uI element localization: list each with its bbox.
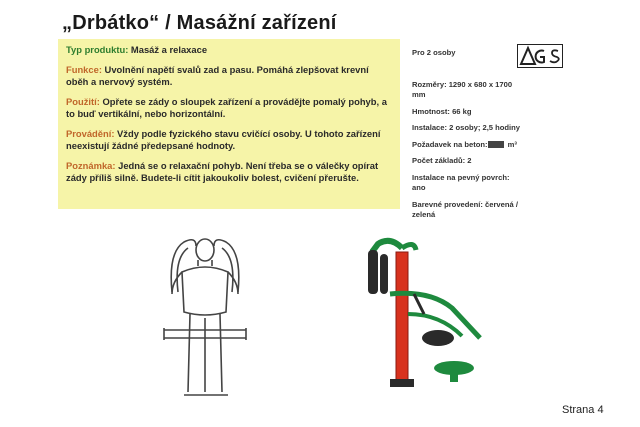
info-text: Masáž a relaxace	[128, 44, 208, 55]
page-number: Strana 4	[562, 404, 604, 416]
person-usage-illustration	[160, 232, 250, 402]
spec-hard-surface: Instalace na pevný povrch: ano	[412, 172, 510, 192]
cert-logo-icon	[518, 45, 562, 67]
info-text: Uvolnění napětí svalů zad a pasu. Pomáhá zlepšovat krevní oběh a nervový systém.	[66, 63, 369, 87]
info-label: Funkce:	[66, 63, 102, 75]
spec-capacity: Pro 2 osoby	[412, 48, 456, 57]
spec-installation: Instalace: 2 osoby; 2,5 hodiny	[412, 123, 521, 133]
spec-weight: Hmotnost: 66 kg	[412, 106, 472, 116]
info-label: Provádění:	[66, 127, 115, 139]
info-function	[66, 64, 392, 89]
info-execution	[66, 128, 392, 153]
info-text: Jedná se o relaxační pohyb. Není třeba se o válečky opírat zády příliš silně. Budete-li cítit jakoukoliv bolest, cvičení přerušte.	[66, 159, 379, 183]
redaction-mark	[488, 141, 504, 148]
massage-device-illustration	[350, 234, 500, 394]
spec-concrete	[412, 140, 522, 150]
info-label: Použití:	[66, 95, 100, 107]
spec-list	[412, 48, 522, 226]
info-product-type	[66, 44, 392, 57]
spec-foundations: Počet základů: 2	[412, 156, 472, 166]
spec-colors: Barevné provedení: červená / zelená	[412, 199, 518, 219]
page-title: „Drbátko“ / Masážní zařízení	[62, 12, 337, 34]
spec-concrete-unit: m³	[505, 139, 517, 149]
spec-dimensions: Rozměry: 1290 x 680 x 1700 mm	[412, 80, 513, 99]
info-text: Opřete se zády o sloupek zařízení a provádějte pomalý pohyb, a to buď vertikální, nebo horizontální.	[66, 95, 387, 119]
info-label: Poznámka:	[66, 159, 116, 171]
info-usage	[66, 96, 392, 121]
product-info-box	[58, 39, 400, 209]
info-note	[66, 160, 392, 185]
spec-concrete-label: Požadavek na beton:	[412, 139, 488, 149]
info-label: Typ produktu:	[66, 44, 129, 55]
certification-logo	[517, 44, 563, 68]
info-text: Vždy podle fyzického stavu cvičící osoby. U tohoto zařízení neexistují žádné předepsané hodnoty.	[66, 127, 381, 151]
